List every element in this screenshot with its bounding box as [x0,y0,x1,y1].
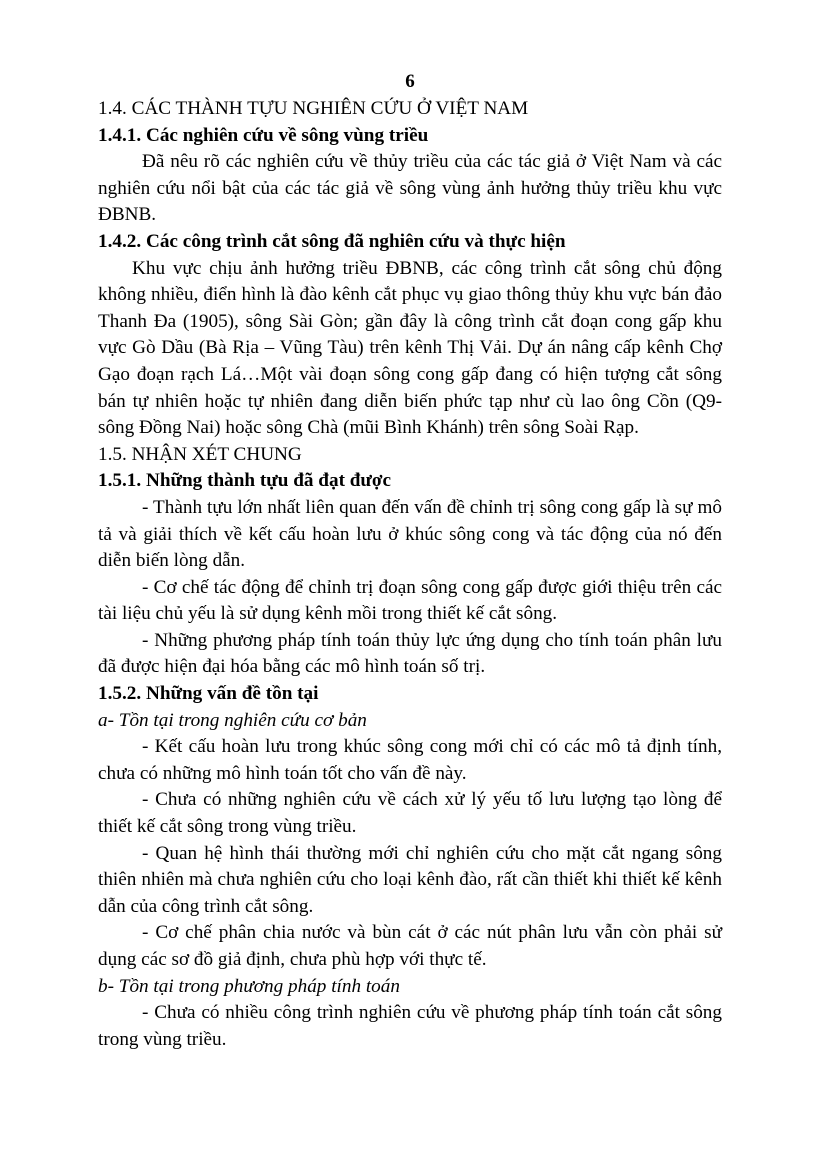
page-number: 6 [405,71,415,92]
section-1-4-1-title: 1.4.1. Các nghiên cứu về sông vùng triều [98,124,429,146]
list-item: - Thành tựu lớn nhất liên quan đến vấn đề chỉnh trị sông cong gấp là sự mô tả và giải thích về kết cấu hoàn lưu ở khúc sông cong và tác động của nó đến diễn biến lòng dẫn. [98,496,722,572]
list-item: - Chưa có những nghiên cứu về cách xử lý yếu tố lưu lượng tạo lòng để thiết kế cắt sông trong vùng triều. [98,789,722,838]
list-item: - Chưa có nhiều công trình nghiên cứu về phương pháp tính toán cắt sông trong vùng triều. [98,1002,722,1050]
section-1-4-title: 1.4. CÁC THÀNH TỰU NGHIÊN CỨU Ở VIỆT NAM [98,98,529,119]
list-item: - Cơ chế phân chia nước và bùn cát ở các nút phân lưu vẫn còn phải sử dụng các sơ đồ giả định, chưa phù hợp với thực tế. [98,922,722,970]
section-1-4-2-paragraph: Khu vực chịu ảnh hưởng triều ĐBNB, các công trình cắt sông chủ động không nhiều, điển hình là đào kênh cắt phục vụ giao thông thủy khu vực bán đảo Thanh Đa (1905), sông Sài Gòn; gần đây là công trình cắt đoạn cong gấp khu vực Gò Dầu (Bà Rịa – Vũng Tàu) trên kênh Thị Vải. Dự án nâng cấp kênh Chợ Gạo đoạn rạch Lá…Một vài đoạn sông cong gấp đang có hiện tượng cắt sông bán tự nhiên hoặc tự nhiên đang diễn biến phức tạp như cù lao ông Cồn (Q9- sông Đồng Nai) hoặc sông Chà (mũi Bình Khánh) trên sông Soài Rạp. [98,257,722,439]
list-item: - Kết cấu hoàn lưu trong khúc sông cong mới chỉ có các mô tả định tính, chưa có những mô hình toán tốt cho vấn đề này. [98,736,722,784]
list-item: - Quan hệ hình thái thường mới chỉ nghiên cứu cho mặt cắt ngang sông thiên nhiên mà chưa nghiên cứu cho loại kênh đào, rất cần thiết khi thiết kế kênh dẫn của công trình cắt sông. [98,842,722,917]
part-a-title: a- Tồn tại trong nghiên cứu cơ bản [98,709,367,731]
part-b-title: b- Tồn tại trong phương pháp tính toán [98,975,400,997]
section-1-5-2-title: 1.5.2. Những vấn đề tồn tại [98,683,319,705]
section-1-4-2-title: 1.4.2. Các công trình cắt sông đã nghiên cứu và thực hiện [98,230,566,252]
list-item: - Cơ chế tác động để chỉnh trị đoạn sông cong gấp được giới thiệu trên các tài liệu chủ yếu là sử dụng kênh mồi trong thiết kế cắt sông. [98,576,722,625]
list-item: - Những phương pháp tính toán thủy lực ứng dụng cho tính toán phân lưu đã được hiện đại hóa bằng các mô hình toán số trị. [98,629,722,678]
section-1-5-title: 1.5. NHẬN XÉT CHUNG [98,443,302,465]
section-1-4-1-paragraph: Đã nêu rõ các nghiên cứu về thủy triều của các tác giả ở Việt Nam và các nghiên cứu nổi bật của các tác giả về sông vùng ảnh hưởng thủy triều khu vực ĐBNB. [98,151,722,226]
document-page [98,70,722,1053]
section-1-5-1-title: 1.5.1. Những thành tựu đã đạt được [98,470,392,492]
